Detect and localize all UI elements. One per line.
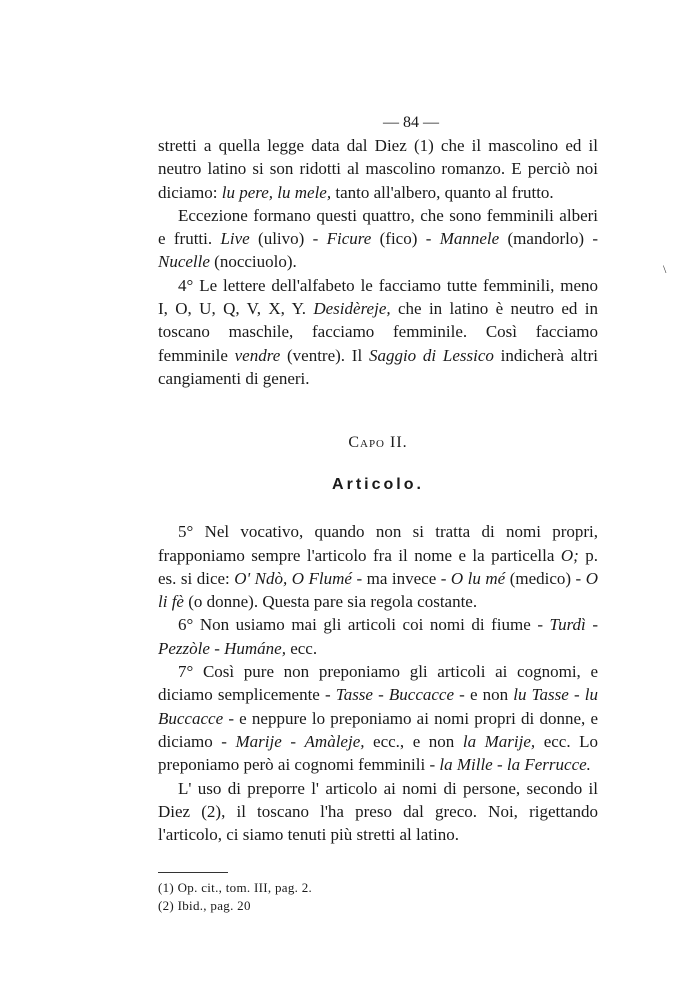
footnote-1: (1) Op. cit., tom. III, pag. 2. xyxy=(158,880,313,896)
text-run: - xyxy=(568,685,585,705)
paragraph-p6 xyxy=(158,660,598,776)
text-run: tanto all'albero, quanto al frutto. xyxy=(331,182,554,202)
italic-term: Saggio di Lessico xyxy=(368,345,494,365)
text-run: - xyxy=(585,615,598,635)
italic-term: Live xyxy=(220,229,250,249)
paragraph-p1 xyxy=(158,134,598,204)
italic-term: Nucelle xyxy=(158,252,210,272)
margin-mark: \ xyxy=(663,262,667,276)
text-block-1 xyxy=(158,134,598,390)
text-run: 7° Così pure non preponiamo gli articoli ai cognomi, e diciamo semplicemente - xyxy=(158,662,598,705)
italic-term: Humáne, xyxy=(224,638,286,658)
text-run: indicherà altri cangiamenti di generi. xyxy=(158,345,599,388)
footnote-2: (2) Ibid., pag. 20 xyxy=(158,898,251,914)
italic-term: O li fè xyxy=(158,568,598,612)
text-run: 4° Le lettere dell'alfabeto le facciamo tutte femminili, meno I, O, U, Q, V, X, Y. xyxy=(158,275,598,319)
italic-term: lu pere, lu mele, xyxy=(221,182,332,202)
chapter-heading: Capo II. xyxy=(348,434,408,452)
text-block-2 xyxy=(158,520,598,846)
text-run: (ulivo) - xyxy=(249,229,327,249)
italic-term: Amàleje, xyxy=(304,731,365,751)
text-run: (medico) - xyxy=(505,568,586,588)
paragraph-p2 xyxy=(158,204,598,274)
italic-term: Buccacce xyxy=(388,685,455,705)
italic-term: la Marije, xyxy=(462,731,536,751)
text-run: ecc., e non xyxy=(364,731,463,751)
footnote-rule xyxy=(158,872,228,873)
italic-term: Turdì xyxy=(549,615,586,635)
italic-term: lu Buccacce xyxy=(158,685,598,728)
text-run: (ventre). Il xyxy=(280,345,369,365)
page-body xyxy=(158,112,598,915)
text-run: - xyxy=(372,685,389,705)
italic-term: Tasse xyxy=(335,685,373,705)
text-run: - ma invece - xyxy=(351,568,451,588)
italic-term: O' Ndò, O Flumé xyxy=(234,568,352,588)
text-run: - e non xyxy=(454,685,514,705)
italic-term: Pezzòle xyxy=(158,638,210,658)
text-run: - xyxy=(492,755,507,775)
text-run: - xyxy=(281,731,305,751)
text-run: - xyxy=(209,638,225,658)
italic-term: Mannele xyxy=(439,229,500,249)
paragraph-p4 xyxy=(158,520,598,613)
italic-term: Marije xyxy=(235,731,282,751)
text-run: Eccezione formano questi quattro, che sono femminili alberi e frutti. xyxy=(158,205,598,249)
italic-term: la Ferrucce. xyxy=(506,755,591,775)
section-heading: Articolo. xyxy=(332,476,424,494)
paragraph-p7 xyxy=(158,777,598,847)
text-run: 5° Nel vocativo, quando non si tratta di nomi propri, frapponiamo sempre l'articolo fra il nome e la particella xyxy=(158,522,598,565)
text-run: 6° Non usiamo mai gli articoli coi nomi di fiume - xyxy=(178,615,550,635)
text-run: ecc. xyxy=(285,638,318,658)
paragraph-p3 xyxy=(158,274,598,390)
text-run: che in latino è neutro ed in toscano maschile, facciamo femminile. Così facciamo femminile xyxy=(158,299,598,365)
italic-term: lu Tasse xyxy=(513,685,569,705)
italic-term: la Mille xyxy=(439,755,493,775)
italic-term: O lu mé xyxy=(450,568,506,588)
italic-term: O; xyxy=(560,545,579,565)
text-run: (o donne). Questa pare sia regola costante. xyxy=(183,592,478,612)
text-run: - e neppure lo preponiamo ai nomi propri di donne, e diciamo - xyxy=(158,708,598,751)
italic-term: Ficure xyxy=(326,229,372,249)
text-run: L' uso di preporre l' articolo ai nomi di persone, secondo il Diez (2), il toscano l'ha preso dal greco. Noi, rigettando l'articolo, ci siamo tenuti più stretti al latino. xyxy=(158,778,598,845)
text-run: ecc. Lo preponiamo però ai cognomi femminili - xyxy=(158,731,599,775)
text-run: p. es. si dice: xyxy=(158,545,598,588)
paragraph-p5 xyxy=(158,613,598,660)
page-number: — 84 — xyxy=(383,114,439,131)
italic-term: vendre xyxy=(234,345,281,365)
text-run: (mandorlo) - xyxy=(499,229,598,249)
italic-term: Desidèreje, xyxy=(313,299,391,319)
text-run: stretti a quella legge data dal Diez (1) che il mascolino ed il neutro latino si son ridotti al mascolino romanzo. E perciò noi diciamo: xyxy=(158,136,598,202)
text-run: (nocciuolo). xyxy=(209,252,297,272)
text-run: (fico) - xyxy=(371,229,440,249)
